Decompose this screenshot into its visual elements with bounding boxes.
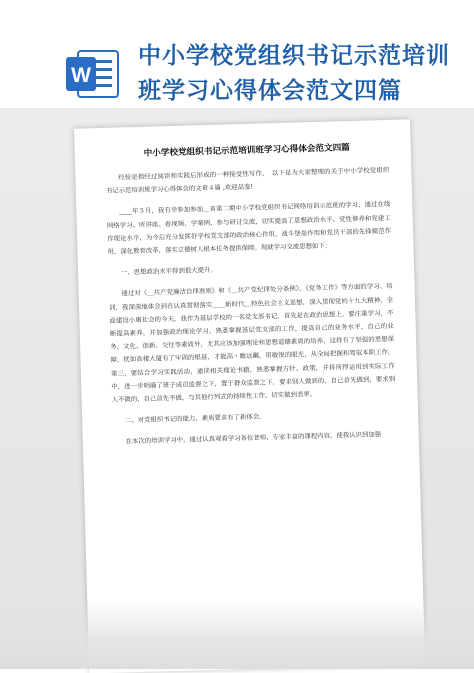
bottom-fade (0, 599, 474, 669)
header (0, 0, 474, 112)
document-paragraph: 经验是指经过阅读和实践后形成的一种接受性写作。 以下是为大家整理的关于中小学校党组织书记示范培训班学习心得体会的文章４篇 ,欢迎品鉴! (105, 165, 390, 196)
document-section-heading: 二、对党组织书记的能力、素质要求有了新体会。 (124, 412, 266, 425)
document-page (74, 119, 425, 673)
page-title-line-1: 中小学校党组织书记示范培训 (138, 43, 450, 69)
logo-letter: W (71, 64, 91, 87)
document-section-heading: 一、思想政治水平得到很大提升。 (120, 265, 217, 277)
page-title-line-2: 班学习心得体会范文四篇 (138, 78, 402, 104)
document-paragraph: 通过对《＿共产党廉洁自律准则》和《＿共产党纪律处分条例》、《党务工作》等方面的学习、培训，我深深地体会到在认真贯彻落实＿＿新时代＿特色社会主义思想，深入贯彻党的十九大精神，全面建设小康社会的今天，我作为基层学校的一名党支部书记，首先是在政治思想上，要注重学习，不断提高素养。并加强政治理论学习，熟悉掌握基层党支部的工作，提高自己的业务水平，自己的业务、文化、创新、交往等素质外，尤其应该加强理论和思想道德素质的培养，这样有了坚强的思想保障，扰如高楼大厦有了牢固的根基，才能高・瞻远瞩，用敏锐的眼光，从全局把握和驾驭本职工作。第三，要结合学习实践活动，通读相关理论书籍，熟悉掌握方针、政策，并将所得运用到实际工作中，进一步明确了班子成员监督之下，置于群众监督之下，要求别人做到的，自己首先做到，要求别人不做的，自己首先不做，与其他行列式的持续性工作，切实做到表率。 (108, 282, 396, 404)
document-paragraph: 在本次的培训学习中，通过认真观看学习各位老师、专家丰富的课程内容，使我认识到加强 (125, 430, 382, 446)
document-paragraph: ____年５月，我有幸参加参加＿省第二期中小学校党组织书记网络培训示范班的学习，通过在线网络学习、听讲座、看视频、学案例、参与研讨交流，切实提高了思想政治水平、党性修养和党建工作理论水平，为今后充分发挥好学校党支部的政治核心作用、战斗堡垒作用和党员干部的先锋模范作用，深化教育改革，落实立德树人根本任务提供保障。现就学习交流思想如下： (106, 200, 392, 256)
word-document-icon (64, 45, 122, 103)
document-title: 中小学校党组织书记示范培训班学习心得体会范文四篇 (143, 143, 350, 159)
